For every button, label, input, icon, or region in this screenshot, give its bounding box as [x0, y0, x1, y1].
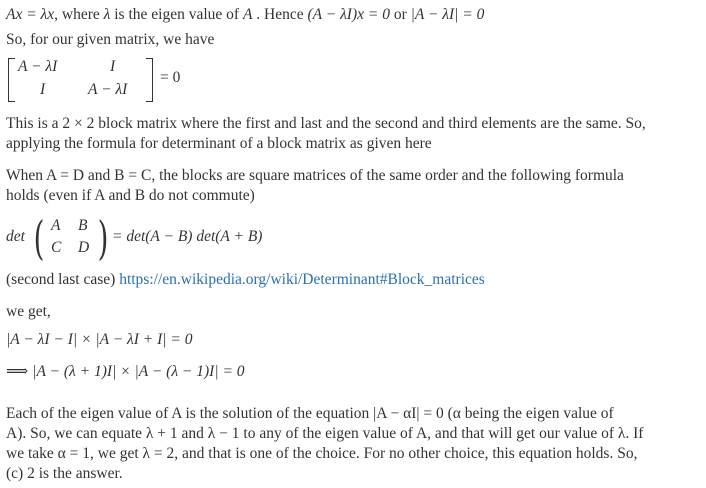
- matrix-cell-a11: A − λI: [18, 58, 58, 75]
- block-matrix-explanation: This is a 2 × 2 block matrix where the first and last and the second and third elements are the same. So,: [6, 115, 646, 132]
- matrix-cell-a22: A − λI: [88, 81, 128, 98]
- text-hence: . Hence: [252, 6, 308, 23]
- det-rhs: = det(A − B) det(A + B): [112, 228, 263, 245]
- math-ax-eq: Ax = λx: [6, 6, 55, 23]
- math-hence-eq: (A − λI)x = 0: [307, 6, 390, 23]
- matrix-cell-a21: I: [40, 81, 46, 98]
- equation-2: [6, 362, 245, 382]
- det-label: det: [6, 228, 25, 245]
- answer-line: (c) 2 is the answer.: [6, 465, 123, 482]
- implies-symbol: ⟹: [6, 363, 29, 380]
- det-cell-b: B: [78, 217, 88, 234]
- det-left-paren: (: [33, 211, 45, 265]
- matrix-left-bracket: [8, 58, 15, 102]
- det-cell-a: A: [51, 217, 61, 234]
- math-a: A: [242, 6, 253, 23]
- math-det-eq: |A − λI| = 0: [410, 6, 485, 23]
- det-right-paren: ): [97, 211, 109, 265]
- conclusion-line-1: Each of the eigen value of A is the solution of the equation |A − αI| = 0 (α being the eigen value of: [6, 405, 614, 422]
- block-matrix-formula-intro: applying the formula for determinant of a block matrix as given here: [6, 135, 432, 152]
- text-where: , where: [54, 6, 104, 23]
- wikipedia-block-matrices-link[interactable]: https://en.wikipedia.org/wiki/Determinant#Block_matrices: [119, 271, 485, 288]
- we-get-text: we get,: [6, 303, 51, 320]
- text-or: or: [389, 6, 411, 23]
- source-line: [6, 270, 485, 290]
- block-matrix: [6, 56, 196, 102]
- det-cell-d: D: [78, 239, 90, 256]
- determinant-formula: [6, 211, 306, 265]
- text-eigen-value-of: is the eigen value of: [110, 6, 243, 23]
- math-lambda: λ: [103, 6, 111, 23]
- equation-1: |A − λI − I| × |A − λI + I| = 0: [6, 331, 193, 348]
- eigen-definition-line: [6, 5, 484, 25]
- matrix-cell-a12: I: [110, 58, 116, 75]
- equation-2-body: |A − (λ + 1)I| × |A − (λ − 1)I| = 0: [32, 363, 245, 380]
- conclusion-line-3: we take α = 1, we get λ = 2, and that is one of the choice. For no other choice, this equation holds. So,: [6, 445, 638, 462]
- det-cell-c: C: [51, 239, 62, 256]
- matrix-right-bracket: [146, 58, 153, 102]
- conclusion-line-2: A). So, we can equate λ + 1 and λ − 1 to any of the eigen value of A, and that will get our value of λ. If: [6, 425, 644, 442]
- matrix-rhs: = 0: [160, 69, 181, 86]
- second-last-case-text: (second last case): [6, 271, 120, 288]
- given-matrix-intro: So, for our given matrix, we have: [6, 31, 215, 48]
- condition-line: When A = D and B = C, the blocks are square matrices of the same order and the following formula: [6, 167, 624, 184]
- commute-line: holds (even if A and B do not commute): [6, 187, 255, 204]
